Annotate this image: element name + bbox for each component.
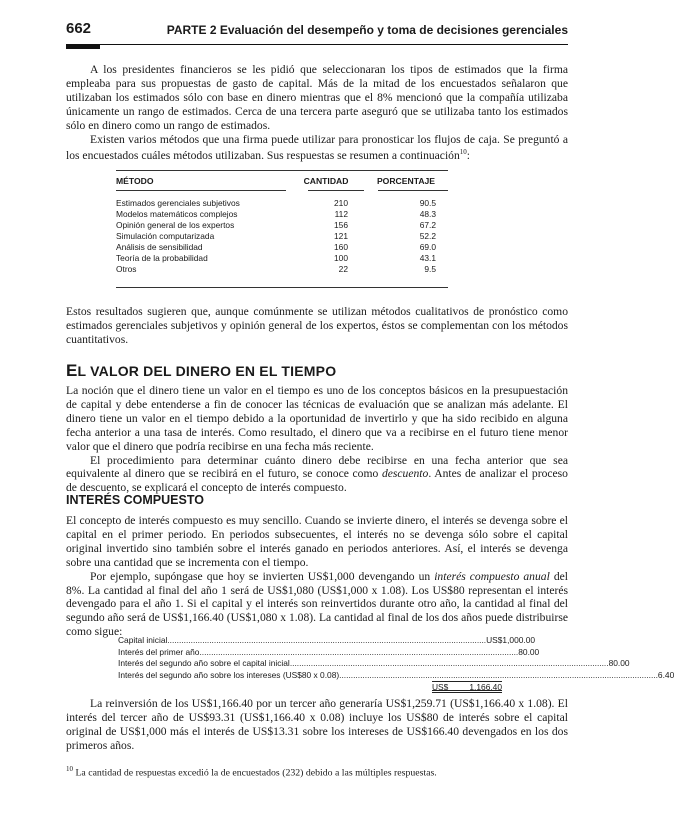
footnote — [66, 765, 568, 778]
time-value-paragraph-2: El procedimiento para determinar cuánto dinero debe recibirse en una fecha anterior que sea equivalente al dinero que se recibirá en el futuro, se conoce como descuento. Antes de analizar el proceso de descuento, se explicará el concepto de interés compuesto. — [66, 453, 568, 495]
breakdown-label: Interés del segundo año sobre los intereses (US$80 x 0.08)......................................................................................................................................... — [118, 669, 658, 680]
third-year-paragraph: La reinversión de los US$1,166.40 por un tercer año generaría US$1,259.71 (US$1,166.40 x 1.08). El interés del tercer año de US$93.31 (US$1,166.40 x 0.08) incluye los US$80 de interés sobre el capital original de US$1,000 más el interés de US$13.31 sobre los intereses de US$166.40 devengados en los dos primeros años. — [66, 697, 568, 752]
subsection-heading: INTERÉS COMPUESTO — [66, 493, 204, 507]
breakdown-row: Interés del primer año......................................................................................................................................... 80.00 — [118, 646, 540, 657]
intro-paragraph-2: Existen varios métodos que una firma puede utilizar para pronosticar los flujos de caja. Se preguntó a los encuestados cuáles métodos utilizaban. Sus respuestas se resumen a continuación$^{10}$: — [66, 132, 568, 163]
results-paragraph: Estos resultados sugieren que, aunque comúnmente se utilizan métodos cualitativos de pronóstico como estimados gerenciales subjetivos y opinión general de los expertos, éstos se complementan con los métodos cuantitativos. — [66, 305, 568, 346]
header-percent: PORCENTAJE — [376, 176, 436, 186]
table-row: Análisis de sensibilidad 160 69.0 — [116, 242, 436, 252]
intro-paragraph-1: A los presidentes financieros se les pidió que seleccionaran los tipos de estimados que la firma empleaba para sus propuestas de gasto de capital. Más de la mitad de los encuestados señalaron que utilizaban los estimados sólo con base en dinero mientras que el 8% mencionó que la compañía utilizaba únicamente un rango de estimados. Cerca de una tercera parte aseguró que se utilizaba tanto los estimados sólo en dinero como un rango de estimados. — [66, 63, 568, 132]
compound-interest-paragraph-2: Por ejemplo, supóngase que hoy se invierten US$1,000 devengando un interés compuesto anual del 8%. La cantidad al final del año 1 será de US$1,080 (US$1,000 x 1.08). Los US$80 representan el interés devengado para el año 1. Si el capital y el interés son reinvertidos durante otro año, la cantidad al final del segundo año será de US$1,166.40 (US$1,080 x 1.08). La cantidad al final de los dos años puede distribuirse como sigue: — [66, 569, 568, 639]
table-row: Estimados gerenciales subjetivos 210 90.5 — [116, 198, 436, 208]
section-heading: EL VALOR DEL DINERO EN EL TIEMPO — [66, 361, 337, 380]
compound-interest-block — [66, 514, 568, 639]
intro-block — [66, 63, 568, 163]
breakdown-label: Interés del segundo año sobre el capital inicial......................................................................................................................................... — [118, 658, 609, 668]
breakdown-row: Capital inicial......................................................................................................................................... US$ 1,000.00 — [118, 635, 536, 645]
page-number: 662 — [66, 20, 92, 37]
total-amount: 1,166.40 — [469, 682, 502, 692]
footnote-ref: 10 — [459, 148, 467, 157]
compound-interest-paragraph-1: El concepto de interés compuesto es muy sencillo. Cuando se invierte dinero, el interés se devenga sobre el capital en el primer periodo. En periodos subsecuentes, el interés no se devenga sólo sobre el capital original invertido sino también sobre el interés ganado en periodos anteriores. Así, el interés se devenga sobre una cantidad que se incrementa con el tiempo. — [66, 514, 568, 569]
table-row: Otros 22 9.5 — [116, 264, 436, 274]
header-underlines — [116, 190, 448, 191]
header-rule — [66, 44, 568, 45]
breakdown-row: Interés del segundo año sobre los intereses (US$80 x 0.08)......................................................................................................................................... 6.40 — [118, 669, 674, 680]
breakdown-label: Capital inicial......................................................................................................................................... — [118, 635, 487, 645]
breakdown-row: Interés del segundo año sobre el capital inicial......................................................................................................................................... 80.00 — [118, 658, 630, 668]
running-head: PARTE 2 Evaluación del desempeño y toma de decisiones gerenciales — [166, 23, 568, 37]
time-value-block — [66, 384, 568, 495]
table-row: Simulación computarizada 121 52.2 — [116, 231, 436, 241]
header-bar — [66, 44, 100, 49]
methods-table — [116, 170, 448, 288]
table-bottom-rule — [116, 287, 448, 288]
total-currency: US$ — [432, 682, 449, 692]
table-header — [116, 171, 448, 190]
breakdown-label: Interés del primer año......................................................................................................................................... — [118, 646, 519, 657]
third-year-block — [66, 697, 568, 753]
table-row: Opinión general de los expertos 156 67.2 — [116, 220, 436, 230]
time-value-paragraph-1: La noción que el dinero tiene un valor en el tiempo es uno de los conceptos básicos en la presupuestación de capital y debe entenderse a fin de conocer las técnicas de evaluación que se analizan más adelante. El dinero tiene un valor en el tiempo debido a la oportunidad de invertirlo y que ha sido recibido en alguna fecha anterior a una tasa de interés. Como resultado, el dinero que va a recibirse en el futuro tiene menor valor que el dinero que podría recibirse en una fecha más reciente. — [66, 384, 568, 453]
breakdown-total-row — [118, 681, 502, 693]
footnote-text: La cantidad de respuestas excedió la de encuestados (232) debido a las múltiples respuestas. — [75, 767, 437, 779]
results-block — [66, 305, 568, 347]
interest-breakdown — [118, 635, 674, 693]
table-row: Teoría de la probabilidad 100 43.1 — [116, 253, 436, 263]
footnote-mark: 10 — [66, 765, 73, 773]
header-method: MÉTODO — [116, 176, 154, 186]
header-count: CANTIDAD — [303, 176, 349, 186]
table-row: Modelos matemáticos complejos 112 48.3 — [116, 209, 436, 219]
